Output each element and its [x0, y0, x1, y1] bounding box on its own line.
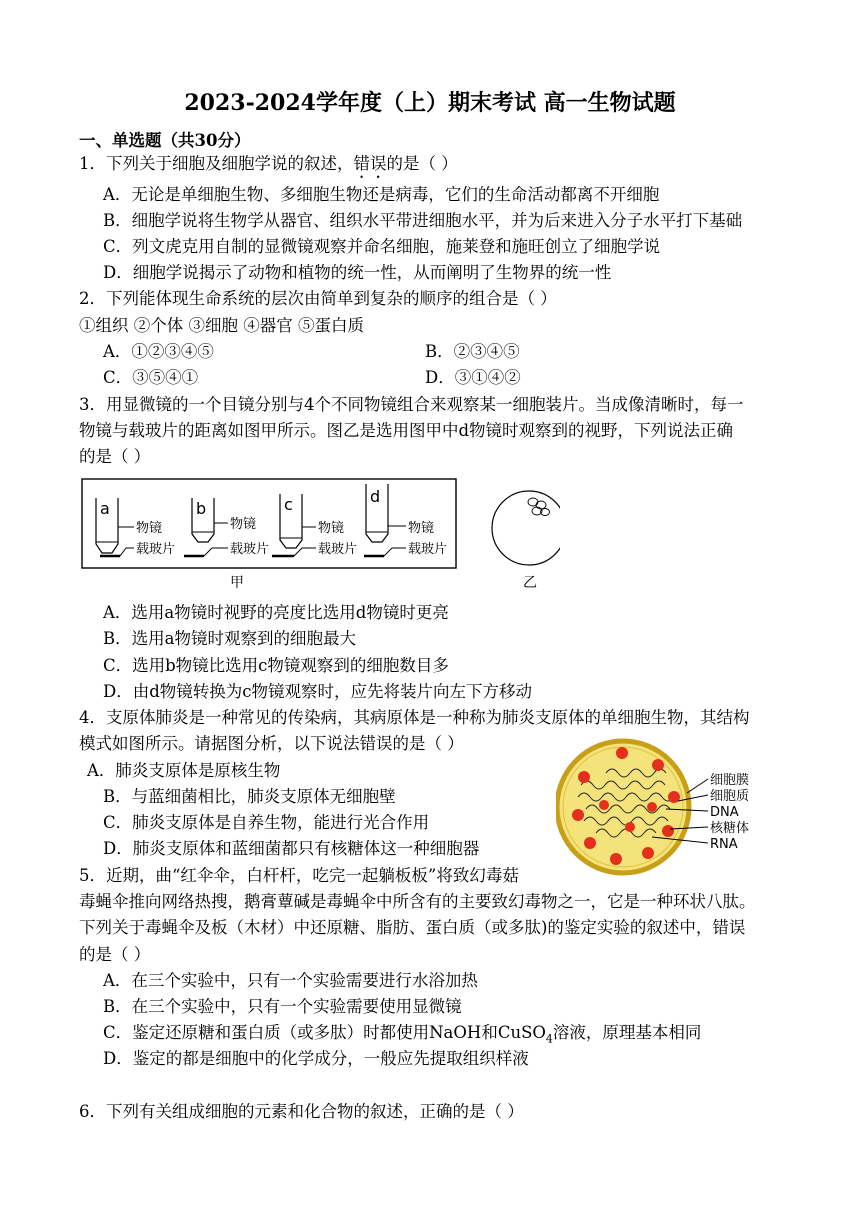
q5-option-b: B．在三个实验中，只有一个实验需要使用显微镜: [103, 997, 462, 1016]
q2-option-c: C．③⑤④①: [103, 368, 199, 387]
objective-d: [364, 484, 447, 557]
q5-line-3: 下列关于毒蝇伞及板（木材）中还原糖、脂肪、蛋白质（或多肽)的鉴定实验的叙述中，错误: [79, 918, 746, 937]
label-cytoplasm: 细胞质: [710, 789, 750, 804]
q3-option-c: C．选用b物镜比选用c物镜观察到的细胞数目多: [103, 656, 449, 675]
q3-line-2: 物镜与载玻片的距离如图甲所示。图乙是选用图甲中d物镜时观察到的视野，下列说法正确: [79, 421, 734, 440]
q2-option-b: B．②③④⑤: [425, 342, 520, 361]
q5-option-a: A．在三个实验中，只有一个实验需要进行水浴加热: [103, 971, 478, 990]
objective-a: [96, 498, 175, 557]
q2-items: ①组织 ②个体 ③细胞 ④器官 ⑤蛋白质: [79, 316, 364, 335]
q5-line-4: 的是（ ）: [79, 945, 151, 964]
objective-label-b: b: [196, 499, 207, 518]
q4-option-b: B．与蓝细菌相比，肺炎支原体无细胞壁: [103, 787, 396, 806]
label-rna: RNA: [710, 837, 738, 852]
cytoplasm: [563, 747, 683, 867]
q5-option-c: C．鉴定还原糖和蛋白质（或多肽）时都使用NaOH和CuSO$_4$溶液，原理基本相同: [103, 1023, 702, 1046]
q6-stem: 6．下列有关组成细胞的元素和化合物的叙述，正确的是（ ）: [79, 1102, 524, 1121]
objective-c: [272, 494, 357, 557]
objective-b: [184, 498, 269, 557]
slide-text-a: 载玻片: [136, 542, 176, 557]
q1-stem: 1．下列关于细胞及细胞学说的叙述，错误的是（ ）: [79, 154, 458, 173]
q5-line-1: 5．近期，曲“红伞伞，白杆杆，吃完一起躺板板”将致幻毒菇: [79, 866, 519, 885]
microscope-objective-figure: [80, 476, 560, 596]
q1-option-b: B．细胞学说将生物学从器官、组织水平带进细胞水平，并为后来进入分子水平打下基础: [103, 211, 743, 230]
q3-option-b: B．选用a物镜时观察到的细胞最大: [103, 629, 356, 648]
q2-option-d: D．③①④②: [425, 368, 521, 387]
q4-option-a: A．肺炎支原体是原核生物: [87, 761, 281, 780]
q1-emphasis: 错误: [353, 154, 387, 173]
figure-label-jia: 甲: [230, 575, 244, 591]
q4-line-1: 4．支原体肺炎是一种常见的传染病，其病原体是一种称为肺炎支原体的单细胞生物，其结构: [79, 708, 750, 727]
q1-option-d: D．细胞学说揭示了动物和植物的统一性，从而阐明了生物界的统一性: [103, 263, 612, 282]
q3-line-1: 3．用显微镜的一个目镜分别与4个不同物镜组合来观察某一细胞装片。当成像清晰时，每一: [79, 395, 744, 414]
figure-label-yi: 乙: [523, 575, 537, 591]
objective-text-d: 物镜: [408, 521, 435, 536]
q1-option-a: A．无论是单细胞生物、多细胞生物还是病毒，它们的生命活动都离不开细胞: [103, 185, 660, 204]
page-title: 2023-2024学年度（上）期末考试 高一生物试题: [184, 90, 676, 116]
objective-label-d: d: [370, 487, 381, 506]
field-of-view-yi: [492, 491, 560, 565]
label-ribosome: 核糖体: [710, 821, 750, 836]
q3-option-a: A．选用a物镜时视野的亮度比选用d物镜时更亮: [103, 603, 449, 622]
slide-text-d: 载玻片: [408, 542, 448, 557]
objective-text-b: 物镜: [230, 517, 257, 532]
q3-option-d: D．由d物镜转换为c物镜观察时，应先将装片向左下方移动: [103, 682, 533, 701]
objective-label-c: c: [284, 495, 293, 514]
q3-line-3: 的是（ ）: [79, 447, 151, 466]
objective-text-c: 物镜: [318, 521, 345, 536]
q4-option-d: D．肺炎支原体和蓝细菌都只有核糖体这一种细胞器: [103, 839, 480, 858]
slide-text-c: 载玻片: [318, 542, 358, 557]
slide-text-b: 载玻片: [230, 542, 270, 557]
q4-line-2: 模式如图所示。请据图分析，以下说法错误的是（ ）: [79, 734, 464, 753]
label-membrane: 细胞膜: [710, 773, 750, 788]
q2-stem: 2．下列能体现生命系统的层次由简单到复杂的顺序的组合是（ ）: [79, 289, 557, 308]
label-dna: DNA: [710, 805, 739, 820]
mycoplasma-figure: [556, 735, 786, 880]
q2-option-a: A．①②③④⑤: [103, 342, 214, 361]
section-heading: 一、单选题（共30分）: [79, 131, 251, 150]
q1-option-c: C．列文虎克用自制的显微镜观察并命名细胞，施莱登和施旺创立了细胞学说: [103, 237, 661, 256]
objective-label-a: a: [100, 499, 110, 518]
objective-text-a: 物镜: [136, 521, 163, 536]
q5-option-d: D．鉴定的都是细胞中的化学成分，一般应先提取组织样液: [103, 1049, 529, 1068]
q4-option-c: C．肺炎支原体是自养生物，能进行光合作用: [103, 813, 430, 832]
q5-line-2: 毒蝇伞推向网络热搜，鹅膏蕈碱是毒蝇伞中所含有的主要致幻毒物之一，它是一种环状八肽。: [79, 892, 756, 911]
